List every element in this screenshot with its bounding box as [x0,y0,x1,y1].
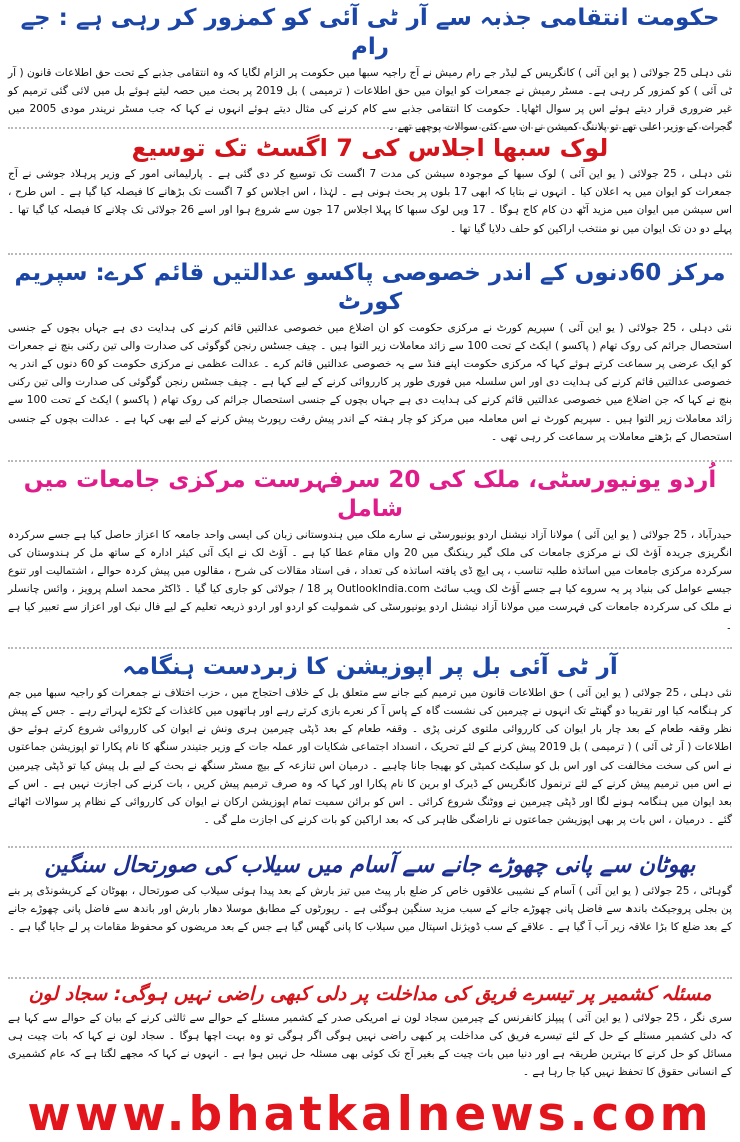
headline: لوک سبھا اجلاس کی 7 اگسٹ تک توسیع [131,134,609,162]
headline: مرکز 60دنوں کے اندر خصوصی پاکسو عدالتیں قائم کرے: سپریم کورٹ [14,260,726,315]
headline: آر ٹی آئی بل پر اپوزیشن کا زبردست ہنگامہ [122,654,618,680]
headline: بھوٹان سے پانی چھوڑے جانے سے آسام میں سیلاب کی صورتحال سنگین [44,853,696,878]
divider [8,846,732,848]
divider [8,460,732,462]
article-lok-sabha-extension [8,133,732,248]
divider [8,647,732,649]
article-pocso-courts [8,259,732,455]
article-kashmir-sajad-lone [8,983,732,1098]
article-body: نئی دہلی 25 جولائی ( یو این آئی ) کانگریس کے لیڈر جے رام رمیش نے آج راجیہ سبھا میں حکومت پر الزام لگایا کہ وہ انتقامی جذبے کے تحت حق اطلاعات قانون ( آر ٹی آئی ) کو کمزور کر رہی ہے۔ مسٹر رمیش نے جمعرات کو ایوان میں حق اطلاعات ( ترمیمی ) بل 2019 پر بحث میں حصہ لیتے ہوئے بل میں لائی گئی ترمیم کو غیر ضروری قرار دیتے ہوئے اس پر سوال اٹھایا۔ حکومت کا انتقامی جذبے سے کام کرنے کی مثال دیتے ہوئے انہوں نے کہا کہ جب مسٹر نریندر مودی 2005 میں گجرات کے وزیر اعلی تھے تو پلاننگ کمیشن نے ان سے کئی سوالات پوچھے تھے ۔ [8,66,732,134]
site-url: www.bhatkalnews.com [27,1087,713,1142]
article-assam-flood [8,852,732,972]
article-body: نئی دہلی ، 25 جولائی ( یو این آئی ) سپریم کورٹ نے مرکزی حکومت کو ان اضلاع میں خصوصی عدالتیں قائم کرنے کی ہدایت دی ہے جہاں بچوں کے جنسی استحصال جرائم کی روک تھام ( پاکسو ) ایکٹ کے تحت 100 سے زائد معاملات زیر التوا ہیں ۔ چیف جسٹس رنجن گوگوئی کی صدارت والی تین رکنی بنچ نے جمعرات کو ایک عرضی پر سماعت کرتے ہوئے کہا کہ مرکزی حکومت اپنے فنڈ سے یہ خصوصی عدالتیں قائم کرے ۔ عدالت عظمی نے مرکزی حکومت کو 60 دنوں کے اندر یہ خصوصی عدالتیں قائم کرنے کی ہدایت دی اور اس سلسلہ میں فوری طور پر کارروائی کرنے کے لیے کہا ہے ۔ چیف جسٹس رنجن گوگوئی کی صدارت والی تین رکنی بنچ نے کہا کہ جن اضلاع میں خصوصی عدالتیں قائم کرنے کی ہدایت دی ہے جہاں بچوں کے جنسی استحصال جرائم کی روک تھام ( پاکسو ) ایکٹ کے تحت 100 سے زائد معاملات زیر التوا ہیں ۔ سپریم کورٹ نے اس معاملہ میں مرکز کو چار ہفتہ کے اندر پیش رفت رپورٹ پیش کرنے کے لیے بھی کہا ہے ۔ عدالت بچوں کے جنسی استحصال کے بڑھتے معاملات پر سماعت کر رہی تھی ۔ [8,321,733,443]
article-body: سری نگر ، 25 جولائی ( یو این آئی ) پیپلز کانفرنس کے چیرمین سجاد لون نے امریکی صدر کے کشمیر مسئلے کے حوالے سے ثالثی کرنے کے بیان کے حوالے سے کہا ہے کہ دلی کشمیر مسئلے کے حل کے لئے تیسرے فریق کی مداخلت پر کبھی راضی نہیں ہوگی اگر ہوگی تو وہ بہت اچھا ہوگا ۔ سجاد لون نے کہا کہ بات چیت ہی مسائل کو حل کرنے کا بہترین طریقہ ہے اور دنیا میں بات چیت کے بغیر آج تک کوئی بھی مسئلہ حل نہیں ہوا ہے ۔ انہوں نے کہا کہ مجھے لگتا ہے کہ عام کشمیری کے انسانی حقوق کا تحفظ نہیں کیا جا رہا ہے ۔ [8,1011,732,1079]
article-urdu-university [8,466,732,642]
headline: مسئلہ کشمیر پر تیسرے فریق کی مداخلت پر دلی کبھی راضی نہیں ہوگی: سجاد لون [28,983,712,1005]
divider [8,253,732,255]
article-body: حیدرآباد ، 25 جولائی ( یو این آئی ) مولانا آزاد نیشنل اردو یونیورسٹی نے سارے ملک میں ہندوستانی زبان کی ایسی واحد جامعہ کا اعزاز حاصل کیا ہے جسے سرکردہ انگریزی جریدہ آؤٹ لک نے مرکزی جامعات کی ملک گیر رینکنگ میں 20 واں مقام عطا کیا ہے ۔ آؤٹ لک نے ایک آئی کیئر ادارہ کے ساتھ مل کر ہندوستان کی سرکردہ مرکزی جامعات میں اساتذہ طلبہ تناسب ، پی ایچ ڈی یافتہ اساتذہ کی تعداد ، فی استاد مقالات کی شرح ، مقالوں میں پیش کردہ حوالے ، اشتمالیت اور تنوع جیسے عوامل کی بنیاد پر یہ سروے کیا ہے جسے آؤٹ لک ویب سائٹ OutlookIndia.com پر 18 / جولائی کو جاری کیا گیا ۔ ڈاکٹر محمد اسلم پرویز ، وائس چانسلر نے ملک کی سرکردہ جامعات کی فہرست میں مولانا آزاد نیشنل اردو یونیورسٹی کی شمولیت کو اردو اور اردو ذریعہ تعلیم کے لیے فال نیک اور اعزاز سے تعبیر کیا ہے ۔ [8,528,733,632]
article-rti-jairam [8,4,732,134]
headline: اُردو یونیورسٹی، ملک کی 20 سرفہرست مرکزی جامعات میں شامل [23,467,717,522]
headline: حکومت انتقامی جذبہ سے آر ٹی آئی کو کمزور کر رہی ہے : جے رام [20,5,720,60]
article-body: نئی دہلی ، 25 جولائی ( یو این آئی ) لوک سبھا کے موجودہ سیشن کی مدت 7 اگست تک توسیع کر دی گئی ہے ۔ پارلیمانی امور کے وزیر پرہلاد جوشی نے آج جمعرات کو ایوان میں یہ اعلان کیا ۔ انہوں نے بتایا کہ ابھی 17 بلوں پر بحث ہونی ہے ۔ لہٰذا ، اس اجلاس کو 7 اگست تک بڑھانے کا فیصلہ کیا گیا ہے ۔ اس طرح ، اس سیشن میں ایوان میں مزید آٹھ دن کام کاج ہوگا ۔ 17 ویں لوک سبھا کا پہلا اجلاس 17 جون سے شروع ہوا اور اسے 26 جولائی تک چلانے کا فیصلہ کیا گیا تھا ۔ پہلے دو دن تک ایوان میں نو منتخب اراکین کو حلف دلایا گیا تھا ۔ [8,168,733,235]
site-footer [0,1087,740,1142]
divider [8,977,732,979]
article-body: نئی دہلی ، 25 جولائی ( یو این آئی ) حق اطلاعات قانون میں ترمیم کیے جانے سے متعلق بل کے خلاف احتجاج میں ، حزب اختلاف نے جمعرات کو راجیہ سبھا میں جم کر ہنگامہ کیا اور تقریبا دو گھنٹے تک انہوں نے چیرمین کی نشست گاہ کے پاس آ کر نعرے بازی کرتے رہے اور ہاتھوں میں کاغذات کے ٹکڑے لہراتے رہے ۔ جس کے پیش نظر وقفہ طعام کے بعد چار بار ایوان کی کارروائی ملتوی کرنی پڑی ۔ وقفہ طعام کے بعد ڈپٹی چیرمین ہری ونش نے ایوان کی کارروائی شروع کرتے ہوئے حق اطلاعات ( آر ٹی آئی ) ( ترمیمی ) بل 2019 پیش کرنے کے لئے تحریک ، انسداد اجتماعی شکایات اور عملہ جات کے وزیر جتیندر سنگھ کا نام پکارا تو اپوزیشن جماعتوں نے اس کی سخت مخالفت کی اور اس بل کو سلیکٹ کمیٹی کو بھیجا جانا چاہیے ۔ درمیان اس تنازعہ کے بیچ مسٹر سنگھ نے بحث کے لیے بل پیش کیا تو ڈپٹی چیرمین نے اس میں ترمیم پیش کرنے کے لئے ترنمول کانگریس کے ڈیرک او برین کا نام پکارا اور کہا کہ وہ صرف ترمیم پیش کریں ، بات کرنے کی اجازت نہیں ہے ۔ اس کے بعد ایوان میں ہنگامہ ہونے لگا اور ڈپٹی چیرمین نے ووٹنگ شروع کرائی ۔ اس کو برائن سمیت تمام اپوزیشن ارکان نے ایوان کی کارروائی کے نظام پر سوالات اٹھائے گئے ۔ درمیان ، اس بات پر بھی اپوزیشن جماعتوں نے ناراضگی ظاہر کی کہ بعد اراکین کو بات کرنے کی اجازت ملے گی ۔ [8,686,732,827]
article-body: گوہاٹی ، 25 جولائی ( یو این آئی ) آسام کے نشیبی علاقوں خاص کر ضلع بار پیٹ میں تیز بارش کے بعد پیدا ہوئی سیلاب کی صورتحال ، بھوٹان کے کریشونڈی پر بنے پن بجلی پروجیکٹ باندھ سے فاضل پانی چھوڑے جانے کے سبب مزید سنگین ہوگئی ہے ۔ رپورٹوں کے مطابق موسلا دھار بارش اور باندھ سے فاضل پانی چھوڑے جانے کے بعد ضلع کا بڑا علاقہ زیر آب آ گیا ہے ۔ علاقے کے سب ڈویژنل اسپتال میں سیلاب کا پانی گھس گیا ہے جس کے بعد مریضوں کو محفوظ مقامات پر لے جایا گیا ہے ۔ [8,884,732,933]
article-rti-opposition-uproar [8,653,732,841]
